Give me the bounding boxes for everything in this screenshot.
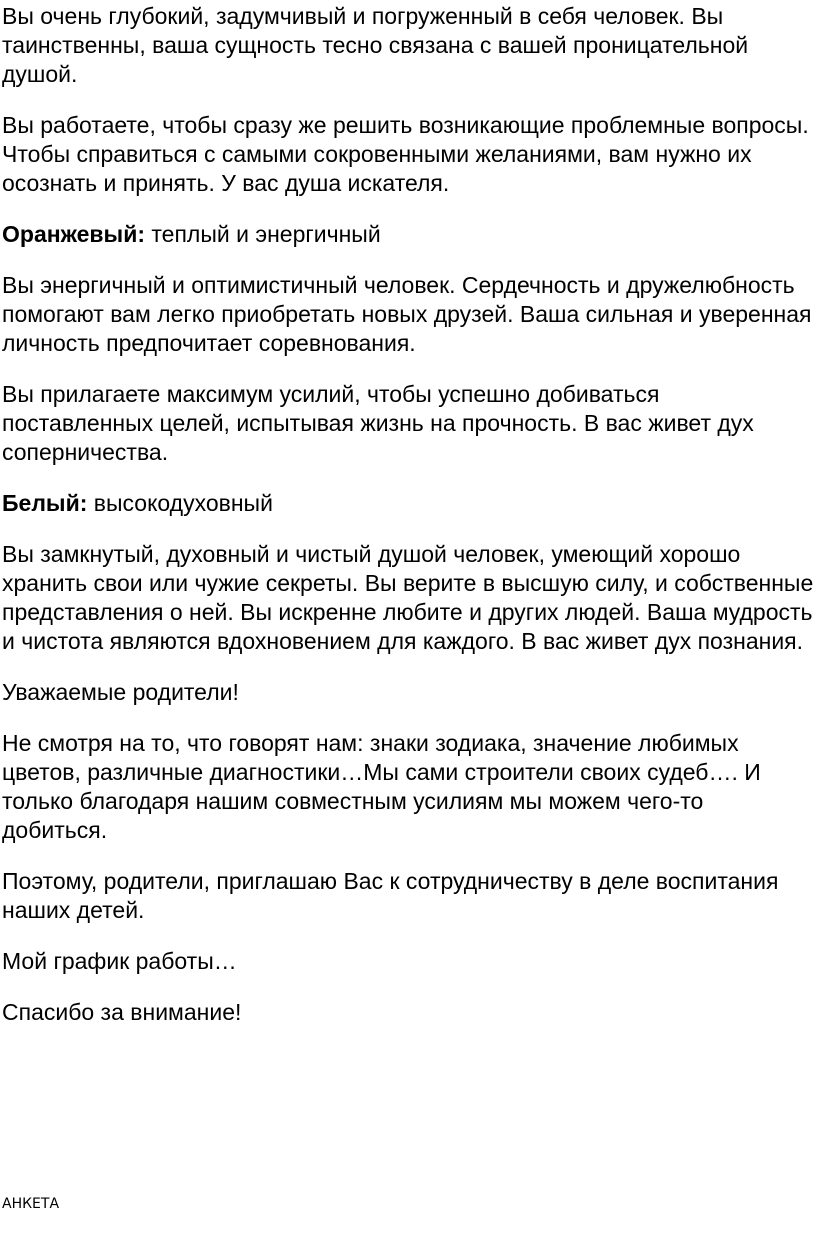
heading-white-label: Белый: — [2, 490, 88, 516]
paragraph-thanks: Спасибо за внимание! — [2, 999, 242, 1025]
paragraph-orange-competitive: Вы прилагаете максимум усилий, чтобы успешно добиваться поставленных целей, испытывая жизнь на прочность. В вас живет дух соперничества. — [2, 381, 754, 465]
document-body — [2, 2, 814, 1049]
footer-label-questionnaire: АНКЕТА — [2, 1196, 60, 1212]
heading-white-description: высокодуховный — [87, 490, 273, 516]
heading-orange-label: Оранжевый: — [2, 221, 145, 247]
paragraph-seeker-soul: Вы работаете, чтобы сразу же решить возникающие проблемные вопросы. Чтобы справиться с самыми сокровенными желаниями, вам нужно их осознать и принять. У вас душа искателя. — [2, 112, 809, 196]
paragraph-builders-of-destiny: Не смотря на то, что говорят нам: знаки зодиака, значение любимых цветов, различные диагностики…Мы сами строители своих судеб…. И только благодаря нашим совместным усилиям мы можем чего-то добиться. — [2, 730, 761, 843]
paragraph-orange-energetic: Вы энергичный и оптимистичный человек. Сердечность и дружелюбность помогают вам легко приобретать новых друзей. Ваша сильная и уверенная личность предпочитает соревнования. — [2, 272, 812, 356]
heading-white — [2, 489, 814, 518]
paragraph-deep-personality: Вы очень глубокий, задумчивый и погруженный в себя человек. Вы таинственны, ваша сущность тесно связана с вашей проницательной душой. — [2, 3, 749, 87]
heading-orange — [2, 220, 814, 249]
paragraph-dear-parents: Уважаемые родители! — [2, 679, 239, 705]
paragraph-white-spiritual: Вы замкнутый, духовный и чистый душой человек, умеющий хорошо хранить свои или чужие секреты. Вы верите в высшую силу, и собственные представления о ней. Вы искренне любите и других людей. Ваша мудрость и чистота являются вдохновением для каждого. В вас живет дух познания. — [2, 541, 814, 654]
heading-orange-description: теплый и энергичный — [145, 221, 381, 247]
paragraph-invitation: Поэтому, родители, приглашаю Вас к сотрудничеству в деле воспитания наших детей. — [2, 868, 779, 923]
paragraph-work-schedule: Мой график работы… — [2, 948, 237, 974]
